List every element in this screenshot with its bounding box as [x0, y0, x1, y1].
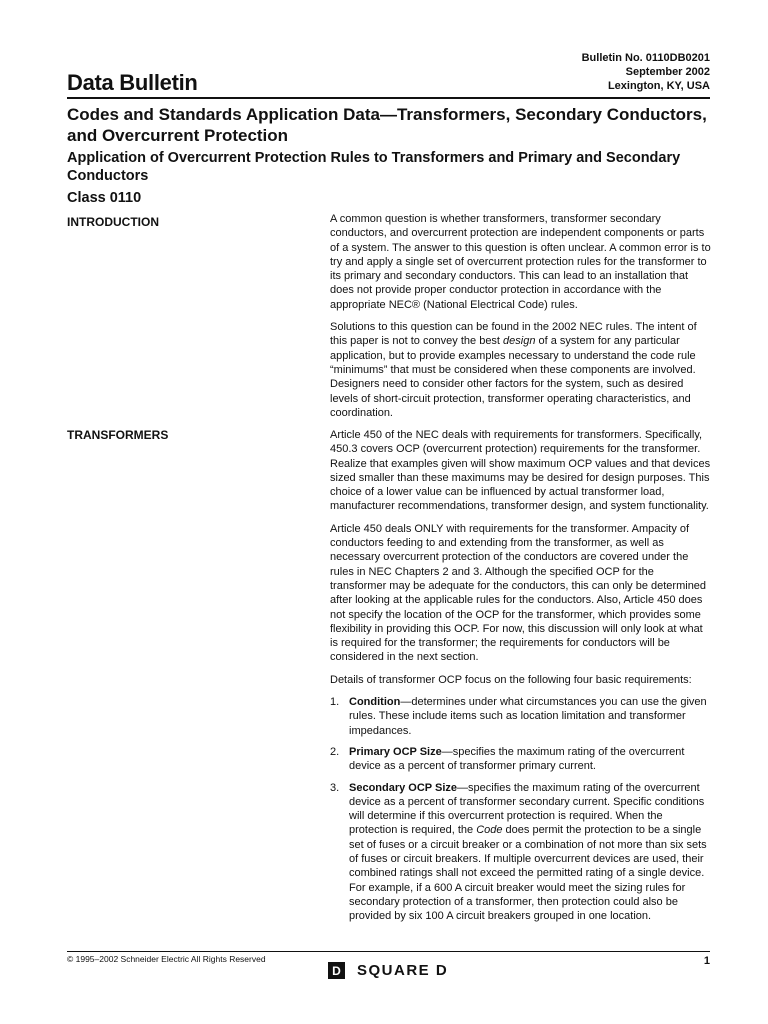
- footer-rule: [67, 951, 710, 952]
- transformers-paragraph-3: Details of transformer OCP focus on the following four basic requirements:: [330, 673, 692, 686]
- list-item: 2. Primary OCP Size—specifies the maximum rating of the overcurrent device as a percent of transformer primary current.: [330, 745, 685, 773]
- header-rule: [67, 97, 710, 99]
- subtitle: Application of Overcurrent Protection Rules to Transformers and Primary and Secondary Conductors: [67, 150, 681, 184]
- page-number: 1: [703, 955, 710, 967]
- list-item: 3. Secondary OCP Size—specifies the maximum rating of the overcurrent device as a percent of transformer secondary current. Specific conditions will determine if this overcurrent protection is required. When the protection is required, the Code does permit the protection to be a single set of fuses or a circuit breaker or a combination of not more than six sets of fuses or circuit breakers. If multiple overcurrent devices are used, their combined ratings shall not exceed the permitted rating of a single device. For example, if a 600 A circuit breaker would meet the sizing rules for secondary protection of a transformer, then protection could also be provided by six 100 A circuit breakers grouped in one location.: [330, 781, 707, 923]
- intro-paragraph-2: Solutions to this question can be found in the 2002 NEC rules. The intent of this paper is not to convey the best design of a system for any particular application, but to provide examples necessary to understand the code rule “minimums” that must be considered when these components are involved. Designers need to consider other factors for the system, such as desired levels of short-circuit protection, transformer operating characteristics, and coordination.: [330, 321, 697, 419]
- intro-paragraph-1: A common question is whether transformers, transformer secondary conductors, and overcurrent protection are independent components or parts of a system. The answer to this question is often unclear. A common error is to try and apply a single set of overcurrent protection rules for the transformer to its primary and secondary conductors. This can lead to an installation that does not provide proper conductor protection in accordance with the appropriate NEC® (National Electrical Code) rules.: [330, 213, 711, 311]
- list-item: 1. Condition—determines under what circumstances you can use the given rules. These include items such as location limitation and transformer impedances.: [330, 696, 707, 737]
- square-d-logo: [328, 962, 448, 979]
- transformers-paragraph-1: Article 450 of the NEC deals with requirements for transformers. Specifically, 450.3 covers OCP (overcurrent protection) requirements for the transformer. Realize that examples given will show maximum OCP values and that devices sized smaller than these maximums may be desired for design purposes. This choice of a lower value can be influenced by actual transformer load, manufacturer recommendations, transformer design, and system functionality.: [330, 429, 711, 513]
- requirements-list: [330, 695, 712, 923]
- square-d-logo-icon: D: [328, 962, 345, 979]
- copyright-notice: © 1995–2002 Schneider Electric All Rights Reserved: [67, 954, 266, 964]
- bulletin-meta: [582, 51, 710, 93]
- introduction-body: [330, 212, 712, 428]
- transformers-heading: TRANSFORMERS: [67, 428, 169, 442]
- introduction-heading: INTRODUCTION: [67, 215, 159, 229]
- transformers-paragraph-2: Article 450 deals ONLY with requirements for the transformer. Ampacity of conductors feeding to and extending from the transformer, as well as necessary overcurrent protection of the conductors are covered under the rules in NEC Chapters 2 and 3. Although the specified OCP for the transformer may be adequate for the conductors, this can only be determined after looking at the applicable rules for the conductors. Also, Article 450 does not specify the location of the OCP for the transformer, which provides some flexibility in providing this OCP. For now, this discussion will only look at what is required for the transformer; the requirements for conductors will be considered in the next section.: [330, 522, 707, 664]
- square-d-logo-text: SQUARE D: [357, 962, 449, 979]
- bulletin-location: Lexington, KY, USA: [607, 80, 710, 92]
- bulletin-number: Bulletin No. 0110DB0201: [581, 52, 710, 64]
- transformers-body: [330, 428, 712, 931]
- main-title: Codes and Standards Application Data—Transformers, Secondary Conductors, and Overcurrent Protection: [67, 105, 707, 145]
- class-label: Class 0110: [67, 190, 142, 206]
- bulletin-date: September 2002: [625, 66, 710, 78]
- document-type-title: Data Bulletin: [67, 70, 198, 95]
